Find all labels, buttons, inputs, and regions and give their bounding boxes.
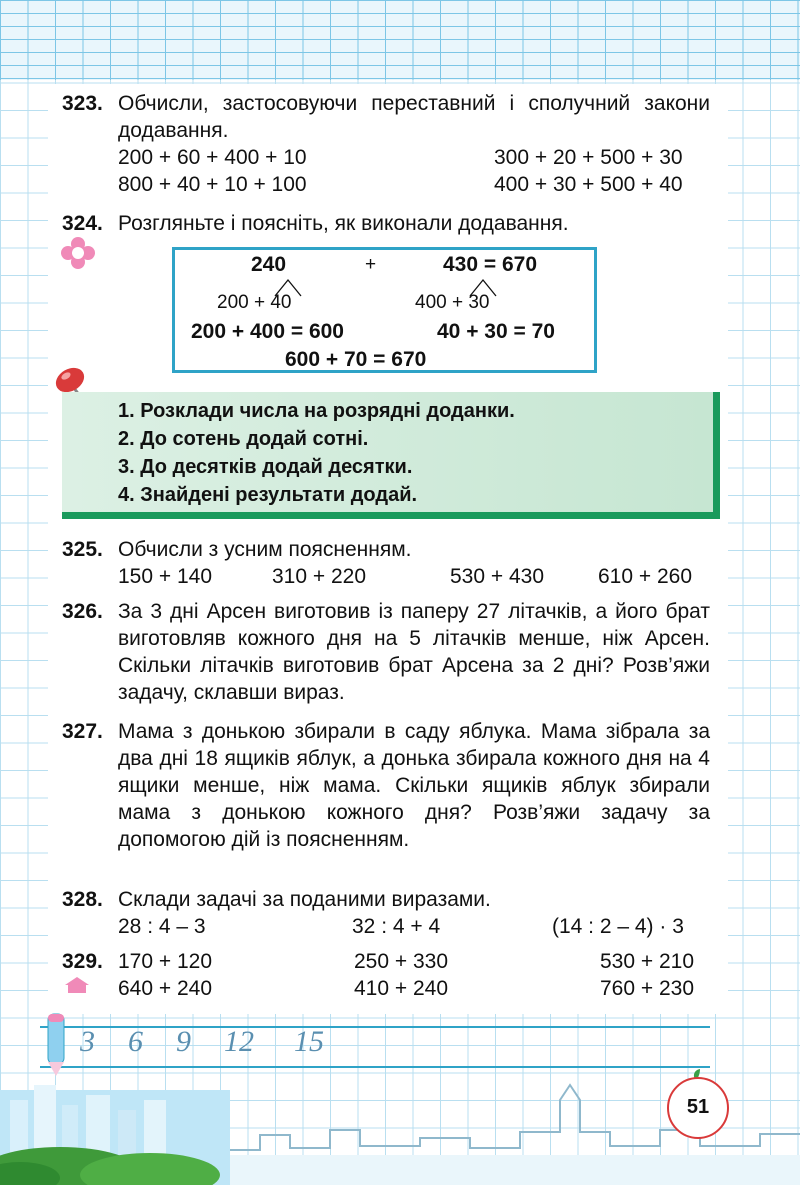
expression: 610 + 260 [598, 565, 693, 588]
expression: 530 + 210 [600, 950, 695, 973]
expression: 760 + 230 [600, 977, 695, 1000]
expression: 150 + 140 [118, 565, 213, 588]
addend-a: 240 [251, 253, 287, 276]
expression: (14 : 2 – 4) · 3 [552, 915, 684, 938]
hundreds-sum: 200 + 400 = 600 [191, 320, 344, 343]
rule-step: 1. Розклади числа на розрядні доданки. [118, 400, 515, 422]
exercise-323-text-block [62, 90, 710, 144]
expression: 800 + 40 + 10 + 100 [118, 173, 307, 196]
addend-b-equation: 430 = 670 [443, 253, 538, 276]
plus-sign: + [365, 254, 377, 275]
handwritten-digit: 6 [128, 1025, 143, 1058]
exercise-text: Обчисли з усним поясненням. [118, 538, 412, 561]
page-header-band [0, 0, 800, 80]
expression-row [62, 171, 710, 198]
expression: 640 + 240 [118, 977, 213, 1000]
handwritten-digit: 3 [80, 1025, 95, 1058]
handwritten-digit: 9 [176, 1025, 191, 1058]
expression: 310 + 220 [272, 565, 367, 588]
exercise-324 [62, 210, 710, 237]
expression: 32 : 4 + 4 [352, 915, 441, 938]
exercise-327 [62, 718, 710, 853]
expression: 200 + 60 + 400 + 10 [118, 146, 307, 169]
expression-row [62, 948, 710, 975]
expression-row [62, 913, 710, 940]
exercise-text: Розгляньте і поясніть, як виконали додавання. [118, 212, 569, 235]
exercise-329 [62, 948, 710, 1002]
expression: 300 + 20 + 500 + 30 [494, 146, 683, 169]
exercise-327-text-block [62, 718, 710, 853]
exercise-number: 328. [62, 888, 103, 911]
exercise-text: Мама з донькою збирали в саду яблука. Мама зібрала за два дні 18 ящиків яблук, а донька збирала кожного дня на 4 ящики менше, ніж мама. Скільки ящиків яблук збирали мама з донькою кожного дня? Розв’яжи задачу за допомогою дій із поясненням. [118, 720, 710, 851]
exercise-number: 325. [62, 538, 103, 561]
rule-step: 4. Знайдені результати додай. [118, 484, 418, 506]
expression: 400 + 30 + 500 + 40 [494, 173, 683, 196]
exercise-328 [62, 886, 710, 940]
exercise-326 [62, 598, 710, 706]
handwritten-digit: 12 [224, 1025, 254, 1058]
rule-step: 3. До десятків додай десятки. [118, 456, 413, 478]
expression-row [62, 144, 710, 171]
exercise-number: 326. [62, 600, 103, 623]
exercise-text: Обчисли, застосовуючи переставний і сполучний закони додавання. [118, 92, 710, 142]
handwritten-digit: 15 [294, 1025, 324, 1058]
total-sum: 600 + 70 = 670 [285, 348, 427, 371]
expression: 170 + 120 [118, 950, 213, 973]
rule-step: 2. До сотень додай сотні. [118, 428, 369, 450]
exercise-number: 323. [62, 92, 103, 115]
exercise-326-text-block [62, 598, 710, 706]
digit-writing-sample [80, 1025, 710, 1065]
exercise-text: За 3 дні Арсен виготовив із паперу 27 літачків, а його брат виготовляв кожного дня на 5 літачків менше, ніж Арсен. Скільки літачків виготовив брат Арсена за 2 дні? Розв’яжи задачу, склавши вираз. [118, 600, 710, 704]
algorithm-rule-box [62, 392, 720, 519]
tens-sum: 40 + 30 = 70 [437, 320, 555, 343]
expression: 410 + 240 [354, 977, 449, 1000]
exercise-323 [62, 90, 710, 198]
expression: 530 + 430 [450, 565, 545, 588]
split-a: 200 + 40 [217, 292, 292, 313]
expression: 250 + 330 [354, 950, 449, 973]
expression-row [62, 975, 710, 1002]
exercise-number: 327. [62, 720, 103, 743]
exercise-number: 329. [62, 950, 103, 973]
flower-icon [60, 236, 96, 270]
page-number: 51 [667, 1077, 729, 1139]
addition-example-box [172, 247, 597, 373]
exercise-325 [62, 536, 710, 590]
expression-row [62, 563, 710, 590]
expression: 28 : 4 – 3 [118, 915, 206, 938]
split-b: 400 + 30 [415, 292, 490, 313]
exercise-number: 324. [62, 212, 103, 235]
exercise-text: Склади задачі за поданими виразами. [118, 888, 491, 911]
